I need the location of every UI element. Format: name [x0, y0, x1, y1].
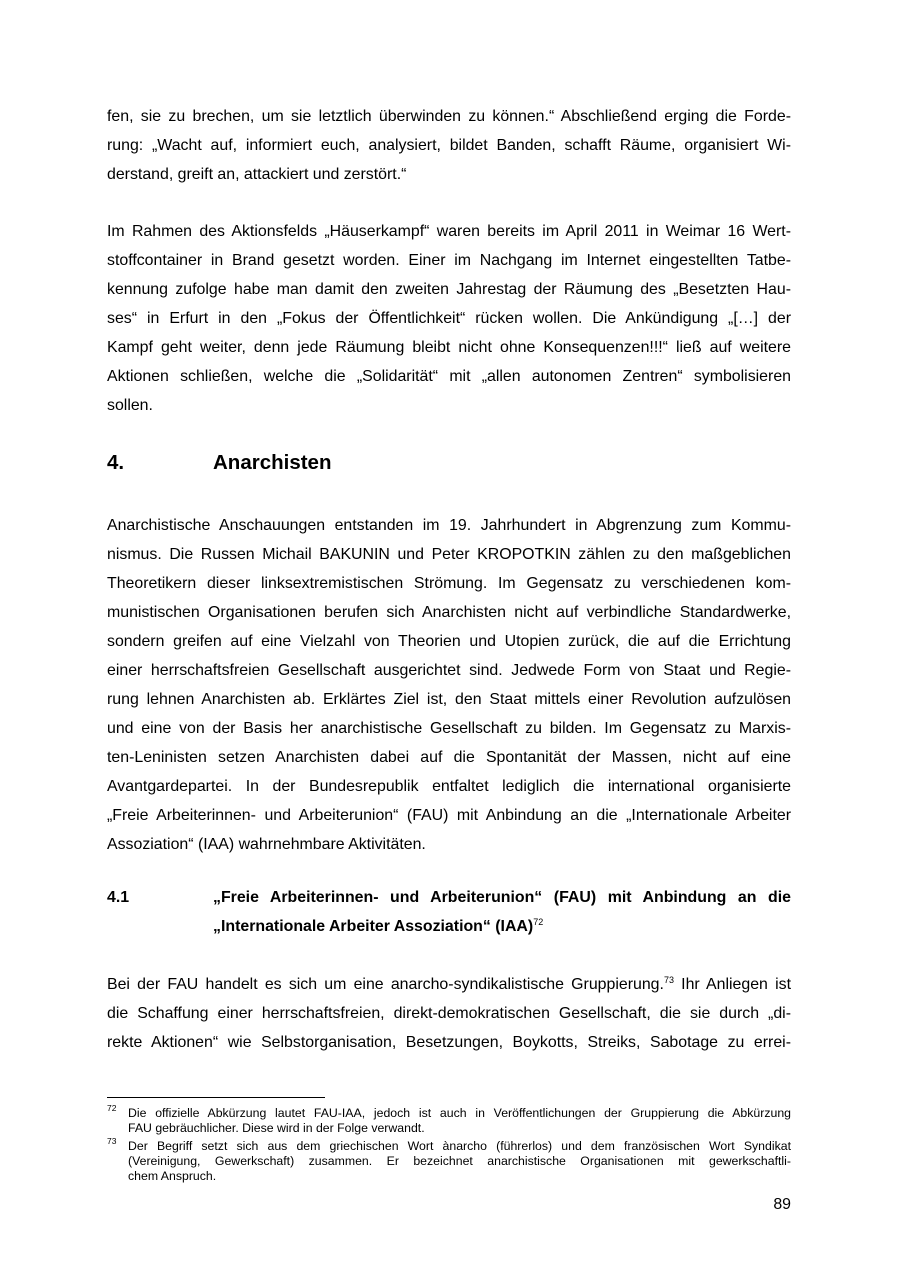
- text-line: sollen.: [107, 397, 153, 414]
- text-line: Kampf geht weiter, denn jede Räumung bleibt nicht ohne Konsequenzen!!!“ ließ auf weitere: [107, 339, 791, 356]
- haeuserkampf-paragraph: [107, 217, 791, 420]
- text-line: Assoziation“ (IAA) wahrnehmbare Aktivitäten.: [107, 836, 426, 853]
- text-line: [107, 970, 791, 999]
- subsection-number: 4.1: [107, 889, 130, 906]
- text-line: rung lehnen Anarchisten ab. Erklärtes Ziel ist, den Staat mittels einer Revolution aufzulösen: [107, 691, 791, 708]
- footnote-number: 72: [107, 1103, 117, 1113]
- text-line: Aktionen schließen, welche die „Solidarität“ mit „allen autonomen Zentren“ symbolisieren: [107, 368, 791, 385]
- text-segment: Bei der FAU handelt es sich um eine anarcho-syndikalistische Gruppierung.: [107, 976, 664, 993]
- footnote-line: chem Anspruch.: [128, 1169, 217, 1183]
- anarchisten-paragraph: [107, 511, 791, 859]
- footnote-line: Die offizielle Abkürzung lautet FAU-IAA, jedoch ist auch in Veröffentlichungen der Gruppierung die Abkürzung: [128, 1106, 791, 1120]
- text-line: die Schaffung einer herrschaftsfreien, direkt-demokratischen Gesellschaft, die sie durch „di-: [107, 1005, 791, 1022]
- text-line: nismus. Die Russen Michail BAKUNIN und Peter KROPOTKIN zählen zu den maßgeblichen: [107, 546, 791, 563]
- page-number: 89: [773, 1196, 791, 1213]
- text-line: kennung zufolge habe man damit den zweiten Jahrestag der Räumung des „Besetzten Hau-: [107, 281, 791, 298]
- intro-paragraph: [107, 102, 791, 189]
- footnote-number: 73: [107, 1136, 117, 1146]
- text-line: ses“ in Erfurt in den „Fokus der Öffentlichkeit“ rücken wollen. Die Ankündigung „[…] der: [107, 310, 791, 327]
- subsection-title-line: [213, 912, 791, 941]
- text-line: derstand, greift an, attackiert und zerstört.“: [107, 166, 407, 183]
- footnote-line: (Vereinigung, Gewerkschaft) zusammen. Er bezeichnet anarchistische Organisationen mit gewerkschaftli-: [128, 1154, 791, 1168]
- text-line: rung: „Wacht auf, informiert euch, analysiert, bildet Banden, schafft Räume, organisiert Wi-: [107, 137, 791, 154]
- fau-paragraph: [107, 970, 791, 1057]
- text-line: Im Rahmen des Aktionsfelds „Häuserkampf“ waren bereits im April 2011 in Weimar 16 Wert-: [107, 223, 791, 240]
- text-line: stoffcontainer in Brand gesetzt worden. Einer im Nachgang im Internet eingestellten Tatbe-: [107, 252, 791, 269]
- text-line: ten-Leninisten setzen Anarchisten dabei auf die Spontanität der Massen, nicht auf eine: [107, 749, 791, 766]
- text-line: Anarchistische Anschauungen entstanden im 19. Jahrhundert in Abgrenzung zum Kommu-: [107, 517, 791, 534]
- text-line: einer herrschaftsfreien Gesellschaft ausgerichtet sind. Jedwede Form von Staat und Regie-: [107, 662, 791, 679]
- subsection-title-line: „Freie Arbeiterinnen- und Arbeiterunion“ (FAU) mit Anbindung an die: [213, 889, 791, 906]
- text-line: sondern greifen auf eine Vielzahl von Theorien und Utopien zurück, die auf die Errichtung: [107, 633, 791, 650]
- text-line: rekte Aktionen“ wie Selbstorganisation, Besetzungen, Boykotts, Streiks, Sabotage zu errei-: [107, 1034, 791, 1051]
- text-line: und eine von der Basis her anarchistische Gesellschaft zu bilden. Im Gegensatz zu Marxis-: [107, 720, 791, 737]
- text-segment: Ihr Anliegen ist: [673, 976, 792, 993]
- text-line: fen, sie zu brechen, um sie letztlich überwinden zu können.“ Abschließend erging die Forde-: [107, 108, 791, 125]
- footnote-line: FAU gebräuchlicher. Diese wird in der Folge verwandt.: [128, 1121, 425, 1135]
- text-line: Avantgardepartei. In der Bundesrepublik entfaltet lediglich die international organisierte: [107, 778, 791, 795]
- footnote-reference[interactable]: 73: [663, 975, 674, 985]
- text-line: „Freie Arbeiterinnen- und Arbeiterunion“ (FAU) mit Anbindung an die „Internationale Arbeiter: [107, 807, 791, 824]
- text-line: Theoretikern dieser linksextremistischen Strömung. Im Gegensatz zu verschiedenen kom-: [107, 575, 791, 592]
- subsection-title-text: „Internationale Arbeiter Assoziation“ (IAA): [213, 918, 534, 935]
- section-title: Anarchisten: [213, 451, 332, 474]
- section-number: 4.: [107, 451, 125, 474]
- footnote-reference[interactable]: 72: [533, 917, 544, 927]
- text-line: munistischen Organisationen berufen sich Anarchisten nicht auf verbindliche Standardwerke,: [107, 604, 791, 621]
- footnote-line: Der Begriff setzt sich aus dem griechischen Wort ànarcho (führerlos) und dem französischen Wort Syndikat: [128, 1139, 791, 1153]
- footnote-separator: [107, 1097, 325, 1098]
